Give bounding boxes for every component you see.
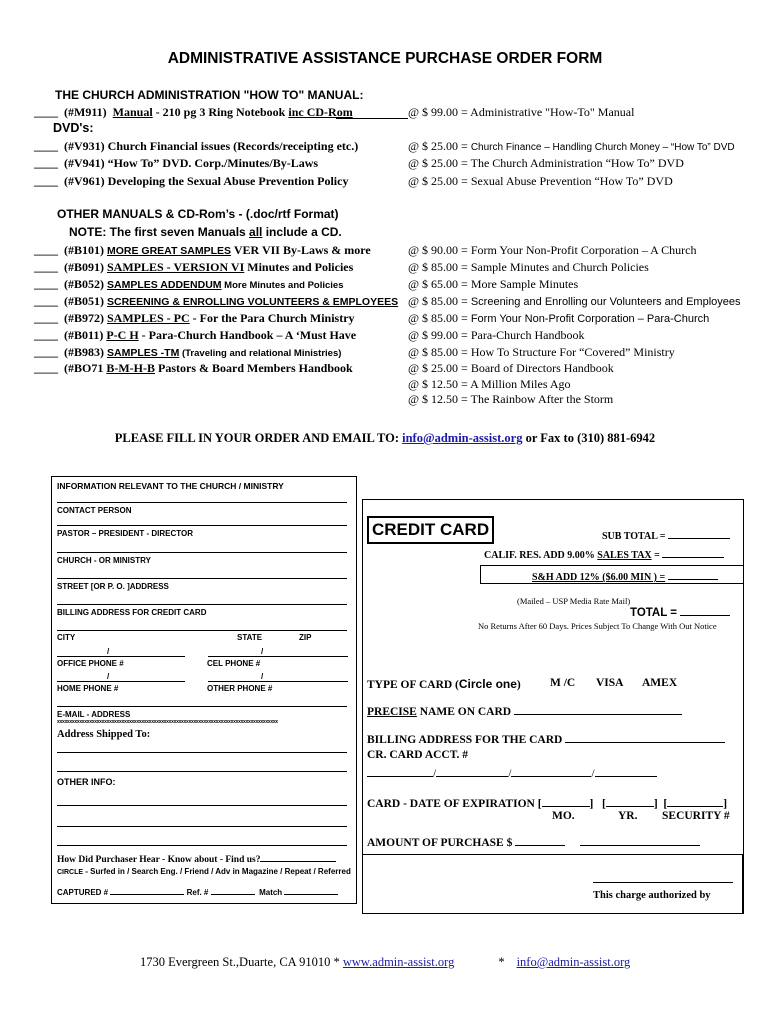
item-price-desc: Board of Directors Handbook <box>470 361 614 375</box>
item-price-desc: Form Your Non-Profit Corporation – Para-Church <box>470 313 710 325</box>
other-item-price <box>408 277 578 292</box>
other-phone-line[interactable] <box>208 681 348 682</box>
other-item-price <box>408 328 584 343</box>
other-item-price <box>408 243 697 258</box>
item-code: (#B091) <box>64 260 104 274</box>
footer-website[interactable]: www.admin-assist.org <box>342 955 455 969</box>
card-type-row: TYPE OF CARD (Circle one) <box>367 677 521 691</box>
order-blank[interactable]: ____ <box>34 311 58 325</box>
item-price: @ $ 65.00 = <box>408 277 468 291</box>
ref-blank[interactable] <box>211 884 255 895</box>
billing-line[interactable] <box>57 604 347 605</box>
shipped-line-2[interactable] <box>57 771 347 772</box>
billing-label: BILLING ADDRESS FOR CREDIT CARD <box>57 608 207 617</box>
extra-item-price <box>408 392 613 407</box>
total-row: TOTAL = <box>630 605 730 619</box>
footer: 1730 Evergreen St.,Duarte, CA 91010 * www.admin-assist.org * info@admin-assist.org <box>140 955 631 969</box>
captured-row: CAPTURED # Ref. # Match <box>57 884 338 897</box>
item-code: (#B051) <box>64 294 104 308</box>
item-code: (#B101) <box>64 243 104 257</box>
item-rest: - Para-Church Handbook – A ‘Must Have <box>138 328 357 342</box>
dvd-item <box>34 156 318 171</box>
item-desc: Developing the Sexual Abuse Prevention Policy <box>107 174 349 188</box>
total-blank[interactable] <box>680 605 730 616</box>
footer-address: 1730 Evergreen St.,Duarte, CA 91010 * <box>140 955 343 969</box>
item-price: @ $ 25.00 = <box>408 174 468 188</box>
item-title: SAMPLES ADDENDUM <box>107 279 222 291</box>
card-option-amex[interactable]: AMEX <box>642 677 678 689</box>
item-title: SAMPLES - VERSION VI <box>107 260 245 274</box>
city-line[interactable] <box>57 630 347 631</box>
subtotal-blank[interactable] <box>668 528 730 539</box>
dvd-item <box>34 139 358 154</box>
shipped-line-1[interactable] <box>57 752 347 753</box>
other-item <box>34 294 398 309</box>
item-rest: Minutes and Policies <box>244 260 354 274</box>
order-blank[interactable]: ____ <box>34 294 58 308</box>
amount-blank[interactable] <box>515 835 565 846</box>
other-item <box>34 260 353 275</box>
authorized-label: This charge authorized by <box>593 890 711 901</box>
item-rest: - For the Para Church Ministry <box>189 311 355 325</box>
office-phone-label: OFFICE PHONE # <box>57 659 124 668</box>
home-phone-label: HOME PHONE # <box>57 684 119 693</box>
church-line[interactable] <box>57 552 347 553</box>
item-price-desc: Para-Church Handbook <box>470 328 585 342</box>
other-section-heading: OTHER MANUALS & CD-Rom’s - (.doc/rtf Format) <box>57 207 339 221</box>
other-item-price <box>408 294 741 309</box>
item-code: (#BO71 <box>64 361 104 375</box>
email-line[interactable] <box>57 706 347 707</box>
other-phone-label: OTHER PHONE # <box>207 684 273 693</box>
email-label: E-MAIL - ADDRESS <box>57 710 131 719</box>
other-item <box>34 328 356 343</box>
order-blank[interactable]: ____ <box>34 243 58 257</box>
mo-label: MO. <box>552 810 575 822</box>
item-price: @ $ 85.00 = <box>408 311 468 325</box>
tax-blank[interactable] <box>662 547 724 558</box>
extra-item-price <box>408 377 571 392</box>
item-price: @ $ 25.00 = <box>408 156 468 170</box>
other-item-price <box>408 311 709 326</box>
item-price-desc: A Million Miles Ago <box>470 377 571 391</box>
cel-phone-line[interactable] <box>208 656 348 657</box>
mailed-note: (Mailed – USP Media Rate Mail) <box>517 596 631 606</box>
item-rest: (Traveling and relational Ministries) <box>179 348 342 359</box>
info-box-heading: INFORMATION RELEVANT TO THE CHURCH / MINISTRY <box>57 481 284 491</box>
item-price-desc: Form Your Non-Profit Corporation – A Church <box>470 243 697 257</box>
hear-label: How Did Purchaser Hear - Know about - Find us? <box>57 851 336 865</box>
acct-blank-3[interactable] <box>511 766 591 777</box>
item-price-desc: Screening and Enrolling our Volunteers and Employees <box>470 296 741 308</box>
contact-label: CONTACT PERSON <box>57 506 132 515</box>
item-title: P-C H <box>106 328 139 342</box>
item-code: (#M911) <box>64 105 107 119</box>
security-blank[interactable] <box>667 796 723 807</box>
cel-phone-label: CEL PHONE # <box>207 659 261 668</box>
sh-row: S&H ADD 12% ($6.00 MIN ) = <box>532 569 718 583</box>
office-phone-line[interactable] <box>57 656 185 657</box>
order-email-link[interactable]: info@admin-assist.org <box>402 431 523 445</box>
manual-section-heading: THE CHURCH ADMINISTRATION "HOW TO" MANUAL: <box>55 88 364 102</box>
pastor-line[interactable] <box>57 525 347 526</box>
dvd-item <box>34 174 348 189</box>
returns-note: No Returns After 60 Days. Prices Subject To Change With Out Notice <box>478 621 717 631</box>
slash: / <box>107 672 110 681</box>
street-line[interactable] <box>57 578 347 579</box>
order-blank[interactable]: ____ <box>34 156 58 170</box>
item-code: (#V961) <box>64 174 105 188</box>
acct-row: / / / <box>367 766 657 780</box>
footer-email[interactable]: info@admin-assist.org <box>516 955 631 969</box>
item-price-desc: Church Finance – Handling Church Money – “How To” DVD <box>470 142 735 153</box>
exp-year-blank[interactable] <box>606 796 654 807</box>
circle-options: CIRCLE - Surfed in / Search Eng. / Friend / Adv in Magazine / Repeat / Referred <box>57 867 351 876</box>
item-price-desc: The Rainbow After the Storm <box>470 392 614 406</box>
state-label: STATE <box>237 633 263 642</box>
item-code: (#B052) <box>64 277 104 291</box>
sh-blank[interactable] <box>668 569 718 580</box>
other-info-line-1[interactable] <box>57 805 347 806</box>
other-section-note: NOTE: The first seven Manuals all include a CD. <box>69 225 342 239</box>
amount-blank-2[interactable] <box>580 835 700 846</box>
other-item <box>34 243 371 258</box>
yr-label: YR. <box>618 810 638 822</box>
dvd-item-price <box>408 156 684 171</box>
acct-label: CR. CARD ACCT. # <box>367 749 469 761</box>
street-label: STREET [OR P. O. ]ADDRESS <box>57 582 169 591</box>
other-item-price <box>408 260 649 275</box>
card-option-mc[interactable]: M /C <box>550 677 576 689</box>
item-price-desc: The Church Administration “How To” DVD <box>470 156 684 170</box>
exp-month-blank[interactable] <box>542 796 590 807</box>
credit-card-heading: CREDIT CARD <box>367 516 494 544</box>
item-title: MORE GREAT SAMPLES <box>107 245 232 257</box>
signature-line[interactable] <box>593 882 733 883</box>
item-code: (#B983) <box>64 345 104 359</box>
slash: / <box>261 672 264 681</box>
shipped-label: Address Shipped To: <box>57 729 151 740</box>
item-price: @ $ 85.00 = <box>408 260 468 274</box>
dvd-item-price <box>408 174 673 189</box>
item-title: B-M-H-B <box>106 361 155 375</box>
slash: / <box>107 647 110 656</box>
other-info-label: OTHER INFO: <box>57 777 116 787</box>
item-desc: “How To” DVD. Corp./Minutes/By-Laws <box>107 156 319 170</box>
item-code: (#V941) <box>64 156 105 170</box>
order-instructions: PLEASE FILL IN YOUR ORDER AND EMAIL TO: info@admin-assist.org or Fax to (310) 881-6942 <box>114 431 656 445</box>
match-blank[interactable] <box>284 884 338 895</box>
order-blank[interactable]: ____ <box>34 174 58 188</box>
card-option-visa[interactable]: VISA <box>596 677 624 689</box>
subtotal-row: SUB TOTAL = <box>602 528 730 542</box>
other-item-price <box>408 361 614 376</box>
item-rest: More Minutes and Policies <box>221 280 344 291</box>
other-item <box>34 277 343 292</box>
home-phone-line[interactable] <box>57 681 185 682</box>
order-blank[interactable]: ____ <box>34 105 58 119</box>
other-item-price <box>408 345 675 360</box>
pastor-label: PASTOR – PRESIDENT - DIRECTOR <box>57 529 194 538</box>
name-on-card-row: PRECISE NAME ON CARD <box>367 704 682 718</box>
other-item <box>34 345 341 360</box>
zip-label: ZIP <box>299 633 312 642</box>
acct-blank-1[interactable] <box>367 766 433 777</box>
city-label: CITY <box>57 633 76 642</box>
name-on-card-blank[interactable] <box>514 704 682 715</box>
acct-blank-4[interactable] <box>595 766 657 777</box>
item-title: SAMPLES -TM <box>107 347 180 359</box>
item-desc: Church Financial issues (Records/receipting etc.) <box>107 139 359 153</box>
item-manual-word: Manual <box>112 105 153 119</box>
item-desc: - 210 pg 3 Ring Notebook <box>155 105 286 119</box>
church-label: CHURCH - OR MINISTRY <box>57 556 151 565</box>
other-info-line-3[interactable] <box>57 845 347 846</box>
other-item <box>34 361 353 376</box>
slash: / <box>261 647 264 656</box>
hear-blank[interactable] <box>260 851 336 862</box>
order-blank[interactable]: ____ <box>34 139 58 153</box>
item-title: SCREENING & ENROLLING VOLUNTEERS & EMPLOYEES <box>107 296 399 308</box>
security-label: SECURITY # <box>662 810 730 822</box>
form-title: ADMINISTRATIVE ASSISTANCE PURCHASE ORDER FORM <box>167 50 603 67</box>
item-price: @ $ 85.00 = <box>408 294 468 308</box>
item-price: @ $ 12.50 = <box>408 377 468 391</box>
item-price: @ $ 25.00 = <box>408 139 468 153</box>
dvd-section-heading: DVD's: <box>53 121 94 135</box>
card-billing-row: BILLING ADDRESS FOR THE CARD <box>367 732 725 746</box>
expiration-row: CARD - DATE OF EXPIRATION [ ] [ ] [ ] <box>367 798 728 810</box>
captured-blank[interactable] <box>110 884 184 895</box>
order-blank[interactable]: ____ <box>34 260 58 274</box>
order-blank[interactable]: ____ <box>34 277 58 291</box>
other-item <box>34 311 355 326</box>
item-code: (#B011) <box>64 328 104 342</box>
item-code: (#B972) <box>64 311 104 325</box>
order-blank[interactable]: ____ <box>34 345 58 359</box>
amount-row: AMOUNT OF PURCHASE $ <box>367 835 700 849</box>
item-rest: VER VII By-Laws & more <box>231 243 371 257</box>
item-price: @ $ 12.50 = <box>408 392 468 406</box>
item-price: @ $ 85.00 = <box>408 345 468 359</box>
other-info-line-2[interactable] <box>57 826 347 827</box>
manual-item-row <box>34 105 353 120</box>
manual-underline <box>336 118 408 119</box>
item-title: SAMPLES - PC <box>107 311 190 325</box>
item-inc: inc CD-Rom <box>288 105 353 119</box>
card-billing-blank[interactable] <box>565 732 725 743</box>
item-price: @ $ 25.00 = <box>408 361 468 375</box>
item-price-desc: More Sample Minutes <box>470 277 579 291</box>
separator: xxxxxxxxxxxxxxxxxxxxxxxxxxxxxxxxxxxxxxxxxxxxxxxxxxxxxxxxxxxxxxxxxxxxxxxxxxxxxxxxxxxxxxxxx <box>57 719 278 725</box>
item-price-desc: Sexual Abuse Prevention “How To” DVD <box>470 174 673 188</box>
contact-line[interactable] <box>57 502 347 503</box>
authorization-box <box>362 854 743 914</box>
order-blank[interactable]: ____ <box>34 361 58 375</box>
tax-row: CALIF. RES. ADD 9.00% SALES TAX = <box>484 547 724 561</box>
order-blank[interactable]: ____ <box>34 328 58 342</box>
dvd-item-price <box>408 139 735 154</box>
item-price: @ $ 90.00 = <box>408 243 468 257</box>
item-code: (#V931) <box>64 139 105 153</box>
acct-blank-2[interactable] <box>436 766 508 777</box>
manual-price: @ $ 99.00 = Administrative "How-To" Manual <box>408 105 635 119</box>
item-rest: Pastors & Board Members Handbook <box>155 361 353 375</box>
item-price-desc: Sample Minutes and Church Policies <box>470 260 649 274</box>
item-price-desc: How To Structure For “Covered” Ministry <box>470 345 675 359</box>
item-price: @ $ 99.00 = <box>408 328 468 342</box>
